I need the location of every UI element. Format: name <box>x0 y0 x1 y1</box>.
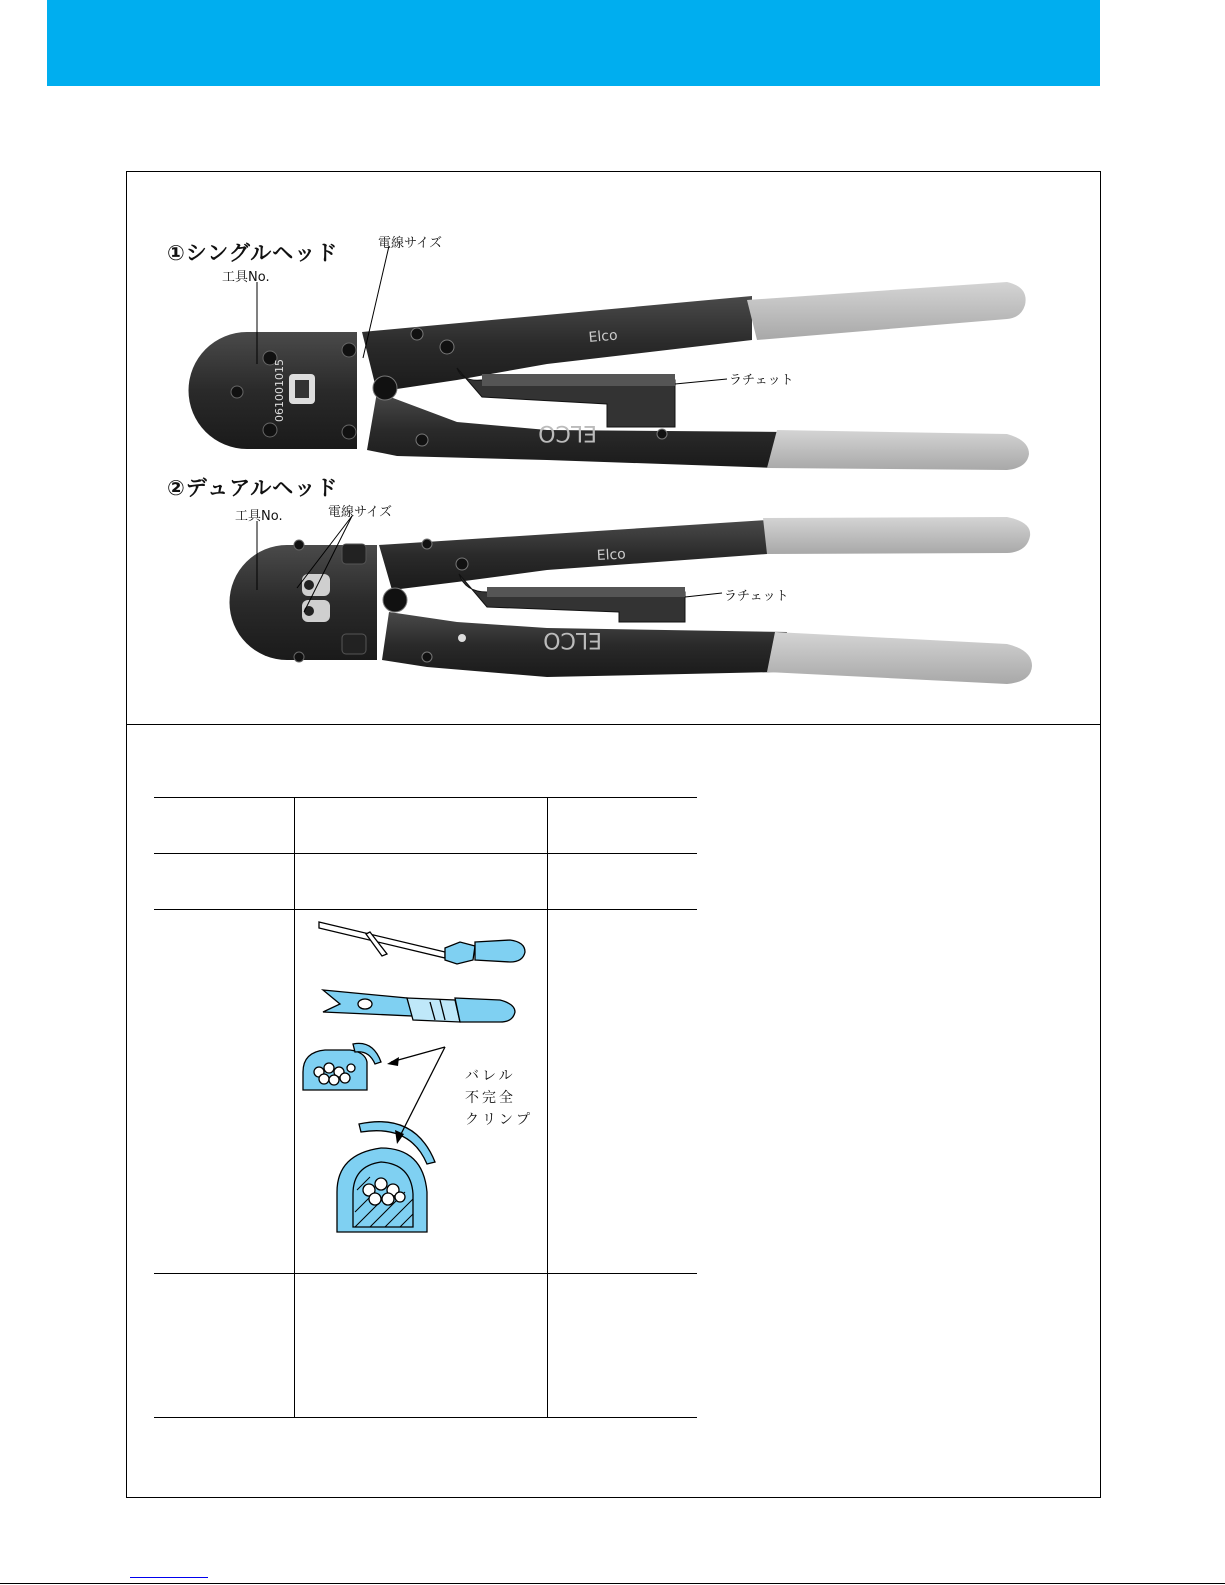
single-head-tool <box>189 282 1030 470</box>
dual-head-title: ②デュアルヘッド <box>167 476 339 500</box>
single-ratchet-label: ラチェット <box>729 373 794 388</box>
section-divider <box>127 724 1100 725</box>
dual-brand-upper: Elco <box>596 546 627 564</box>
incomplete-crimp-callout <box>465 1065 533 1131</box>
dual-ratchet-label: ラチェット <box>724 589 789 604</box>
single-tool-no-label: 工具No. <box>222 270 270 285</box>
table-column-rule <box>547 797 548 1417</box>
header-band <box>47 0 1100 86</box>
table-row-rule <box>154 1273 697 1274</box>
footer-rule <box>0 1583 1225 1584</box>
content-frame <box>126 171 1101 1498</box>
single-head-code: 061001015 <box>273 359 286 422</box>
callout-line: クリンプ <box>465 1112 533 1128</box>
callout-line: 不完全 <box>465 1090 516 1106</box>
footer-link-underline[interactable] <box>130 1577 208 1578</box>
single-brand-lower: ELCO <box>538 420 597 445</box>
dual-head-tool <box>230 517 1033 684</box>
single-brand-upper: Elco <box>587 327 619 346</box>
single-wire-size-label: 電線サイズ <box>378 236 442 251</box>
table-bottom-rule <box>154 1417 697 1418</box>
dual-tool-no-label: 工具No. <box>235 509 283 524</box>
single-head-title: ①シングルヘッド <box>167 241 339 265</box>
callout-line: バレル <box>465 1068 516 1084</box>
table-header-rule <box>154 853 697 854</box>
dual-brand-lower: ELCO <box>543 627 602 652</box>
table-row-rule <box>154 909 697 910</box>
dual-wire-size-label: 電線サイズ <box>328 505 392 520</box>
table-top-rule <box>154 797 697 798</box>
